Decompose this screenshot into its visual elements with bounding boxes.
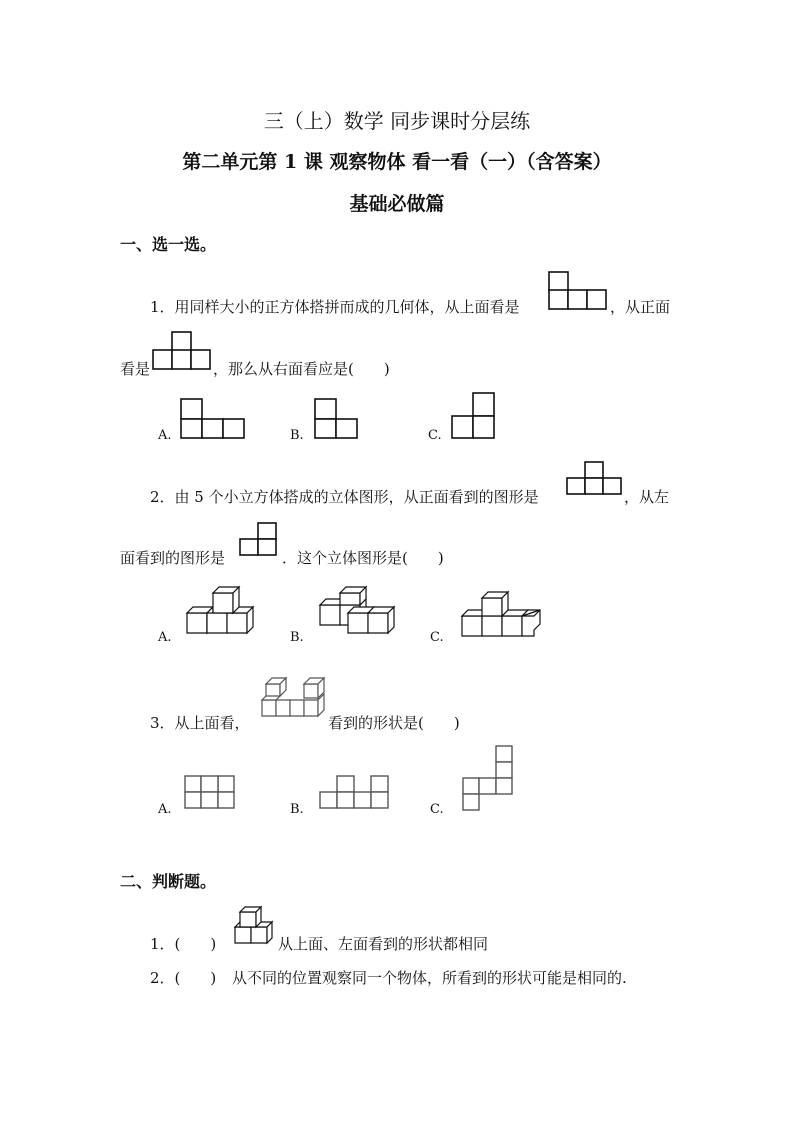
q3-option-a-figure[interactable] bbox=[184, 775, 238, 811]
section-heading-judgement: 二、判断题。 bbox=[120, 872, 217, 891]
q1-text-line2: 看是 bbox=[120, 360, 151, 378]
q1-text-line1: 1．用同样大小的正方体搭拼而成的几何体，从上面看是 bbox=[150, 298, 520, 316]
q1-front-view-figure bbox=[152, 331, 212, 371]
level-label: 基础必做篇 bbox=[349, 193, 445, 215]
q3-option-b-figure[interactable] bbox=[319, 775, 391, 811]
q2-option-b-solid-figure[interactable] bbox=[316, 585, 396, 635]
lesson-subtitle: 第二单元第 1 课 观察物体 看一看（一）（含答案） bbox=[182, 151, 612, 173]
q1-text-line2-end: ，那么从右面看应是( ) bbox=[213, 360, 390, 378]
q2-option-c-solid-figure[interactable] bbox=[458, 592, 544, 642]
q3-option-c-figure[interactable] bbox=[462, 745, 516, 811]
q2-text-line2-end: ．这个立体图形是( ) bbox=[282, 549, 444, 567]
q2-option-a-label[interactable]: A. bbox=[158, 630, 172, 645]
q1-top-view-figure bbox=[548, 271, 608, 311]
judge-item-2-text: 从不同的位置观察同一个物体，所看到的形状可能是相同的. bbox=[232, 969, 627, 987]
q1-option-a-label[interactable]: A. bbox=[158, 428, 172, 443]
q1-text-line1-end: ，从正面 bbox=[610, 298, 671, 316]
q2-option-a-solid-figure[interactable] bbox=[183, 585, 267, 635]
q1-option-b-label[interactable]: B. bbox=[290, 428, 304, 443]
q3-text-end: 看到的形状是( ) bbox=[328, 714, 460, 732]
q2-option-b-label[interactable]: B. bbox=[290, 630, 304, 645]
q2-front-view-figure bbox=[566, 461, 622, 497]
q3-option-a-label[interactable]: A. bbox=[158, 802, 172, 817]
q2-option-c-label[interactable]: C. bbox=[430, 630, 444, 645]
judge-item-1-text: 从上面、左面看到的形状都相同 bbox=[278, 935, 489, 953]
q1-option-c-label[interactable]: C. bbox=[428, 428, 442, 443]
section-heading-choice: 一、选一选。 bbox=[120, 235, 217, 254]
page-title: 三（上）数学 同步课时分层练 bbox=[263, 109, 531, 133]
q3-option-b-label[interactable]: B. bbox=[290, 802, 304, 817]
q2-text-line1: 2．由 5 个小立方体搭成的立体图形，从正面看到的图形是 bbox=[150, 488, 539, 506]
judge-item-2-prefix[interactable]: 2．( ) bbox=[150, 969, 217, 987]
q3-solid-figure bbox=[256, 670, 330, 722]
q1-option-a-figure[interactable] bbox=[180, 398, 248, 440]
q3-option-c-label[interactable]: C. bbox=[430, 802, 444, 817]
judge-item-1-cube-figure bbox=[232, 905, 276, 945]
q1-option-b-figure[interactable] bbox=[314, 398, 360, 440]
q2-left-view-figure bbox=[239, 522, 279, 558]
q3-text-start: 3．从上面看， bbox=[150, 714, 250, 732]
q1-option-c-figure[interactable] bbox=[451, 392, 497, 440]
q2-text-line2: 面看到的图形是 bbox=[120, 549, 226, 567]
judge-item-1-prefix[interactable]: 1．( ) bbox=[150, 935, 217, 953]
q2-text-line1-end: ，从左 bbox=[624, 488, 670, 506]
